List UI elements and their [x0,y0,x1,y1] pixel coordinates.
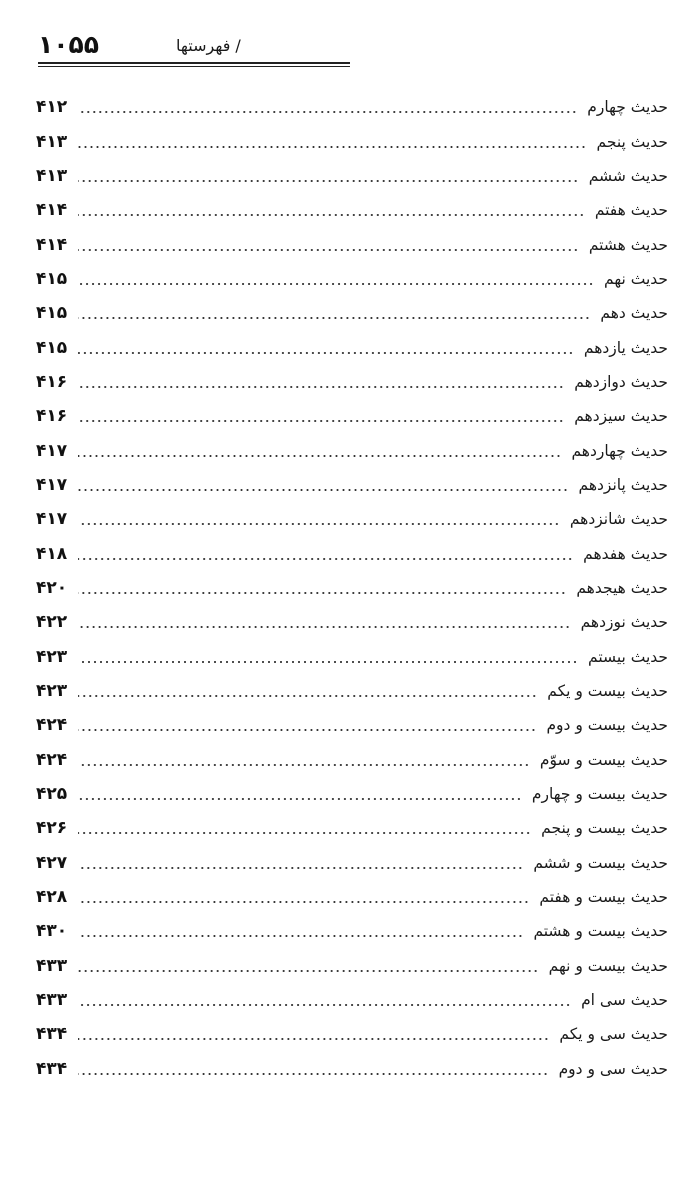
toc-entry-title: حدیث بیست و هفتم [539,888,668,907]
toc-entry [36,674,668,708]
dot-leader [78,1073,549,1075]
toc-entry-page-number: ۴۱۲ [36,97,68,118]
dot-leader [78,455,561,457]
dot-leader [78,695,537,697]
toc-entry-title: حدیث بیست و دوم [546,716,668,735]
header-rule-thick [38,62,350,64]
table-of-contents [36,90,668,1086]
toc-entry [36,571,668,605]
toc-entry-page-number: ۴۲۳ [36,681,68,702]
toc-entry [36,1052,668,1086]
toc-entry [36,1017,668,1051]
dot-leader [78,180,579,182]
toc-entry [36,640,668,674]
toc-entry-title: حدیث دوازدهم [574,372,668,391]
toc-entry-title: حدیث نهم [604,269,668,288]
dot-leader [78,558,573,560]
toc-entry-page-number: ۴۳۳ [36,955,68,976]
toc-entry-page-number: ۴۳۴ [36,1058,68,1079]
dot-leader [78,661,578,663]
toc-entry-title: حدیث دهم [600,304,668,323]
toc-entry-page-number: ۴۲۶ [36,818,68,839]
toc-entry-title: حدیث هشتم [588,235,668,254]
toc-entry-title: حدیث چهاردهم [571,441,668,460]
dot-leader [78,249,579,251]
toc-entry [36,159,668,193]
toc-entry [36,433,668,467]
toc-entry [36,949,668,983]
toc-entry [36,914,668,948]
toc-entry-title: حدیث بیست و هشتم [533,922,668,941]
toc-entry-page-number: ۴۱۳ [36,131,68,152]
dot-leader [78,283,594,285]
toc-entry [36,846,668,880]
toc-entry [36,605,668,639]
dot-leader [78,935,523,937]
toc-entry [36,296,668,330]
toc-entry [36,983,668,1017]
toc-entry [36,227,668,261]
toc-entry-title: حدیث بیست و پنجم [541,819,668,838]
dot-leader [78,970,539,972]
toc-entry [36,124,668,158]
toc-entry-page-number: ۴۱۳ [36,165,68,186]
dot-leader [78,764,530,766]
toc-entry-page-number: ۴۲۴ [36,715,68,736]
dot-leader [78,626,571,628]
toc-entry-page-number: ۴۱۵ [36,303,68,324]
toc-entry-title: حدیث سیزدهم [574,407,668,426]
dot-leader [78,352,574,354]
dot-leader [78,867,523,869]
dot-leader [78,729,536,731]
toc-entry-page-number: ۴۱۸ [36,543,68,564]
dot-leader [78,1038,549,1040]
toc-entry [36,536,668,570]
toc-entry-title: حدیث بیستم [588,647,668,666]
toc-entry-page-number: ۴۱۷ [36,440,68,461]
toc-entry [36,193,668,227]
toc-entry-title: حدیث سی و یکم [559,1025,668,1044]
toc-entry-page-number: ۴۲۷ [36,852,68,873]
toc-entry-title: حدیث هیجدهم [576,578,668,597]
toc-entry-title: حدیث چهارم [587,98,668,117]
toc-entry-page-number: ۴۲۴ [36,749,68,770]
section-title: / فهرستها [176,36,241,55]
toc-entry-title: حدیث بیست و چهارم [531,785,668,804]
toc-entry [36,811,668,845]
dot-leader [78,214,585,216]
dot-leader [78,111,577,113]
dot-leader [78,386,564,388]
toc-entry-title: حدیث هفتم [594,201,668,220]
toc-entry [36,502,668,536]
toc-entry-title: حدیث نوزدهم [580,613,668,632]
header-rule-thin [38,66,350,67]
toc-entry-page-number: ۴۱۶ [36,406,68,427]
toc-entry-page-number: ۴۱۴ [36,200,68,221]
toc-entry-title: حدیث ششم [588,166,668,185]
toc-entry-page-number: ۴۲۸ [36,887,68,908]
page-number: ۱۰۵۵ [38,30,100,59]
toc-entry-page-number: ۴۲۳ [36,646,68,667]
toc-entry [36,468,668,502]
toc-entry-title: حدیث پانزدهم [578,475,668,494]
dot-leader [78,317,590,319]
toc-entry-title: حدیث هفدهم [583,544,668,563]
toc-entry-title: حدیث سی ام [581,991,668,1010]
toc-entry-page-number: ۴۱۵ [36,337,68,358]
dot-leader [78,489,569,491]
dot-leader [78,798,522,800]
toc-entry [36,365,668,399]
toc-entry-page-number: ۴۱۶ [36,371,68,392]
toc-entry [36,777,668,811]
dot-leader [78,832,531,834]
page-header [38,28,350,64]
toc-entry-title: حدیث بیست و یکم [547,682,668,701]
dot-leader [78,146,587,148]
toc-entry [36,262,668,296]
toc-entry-title: حدیث سی و دوم [558,1059,668,1078]
toc-entry-title: حدیث یازدهم [583,338,668,357]
toc-entry [36,90,668,124]
toc-entry [36,708,668,742]
toc-entry-title: حدیث شانزدهم [569,510,668,529]
toc-entry [36,880,668,914]
toc-entry-page-number: ۴۲۲ [36,612,68,633]
toc-entry [36,330,668,364]
toc-entry-page-number: ۴۱۷ [36,474,68,495]
toc-entry-title: حدیث پنجم [596,132,668,151]
toc-entry-title: حدیث بیست و نهم [548,956,668,975]
toc-entry-page-number: ۴۲۵ [36,784,68,805]
toc-entry-page-number: ۴۳۳ [36,990,68,1011]
toc-entry-title: حدیث بیست و ششم [533,853,668,872]
toc-entry-page-number: ۴۱۴ [36,234,68,255]
dot-leader [78,901,529,903]
toc-entry-page-number: ۴۱۷ [36,509,68,530]
dot-leader [78,592,566,594]
toc-entry [36,743,668,777]
toc-entry-title: حدیث بیست و سوّم [539,750,668,769]
toc-entry-page-number: ۴۳۰ [36,921,68,942]
dot-leader [78,523,560,525]
toc-entry-page-number: ۴۱۵ [36,268,68,289]
toc-entry-page-number: ۴۲۰ [36,577,68,598]
dot-leader [78,420,564,422]
toc-entry-page-number: ۴۳۴ [36,1024,68,1045]
dot-leader [78,1004,571,1006]
toc-entry [36,399,668,433]
